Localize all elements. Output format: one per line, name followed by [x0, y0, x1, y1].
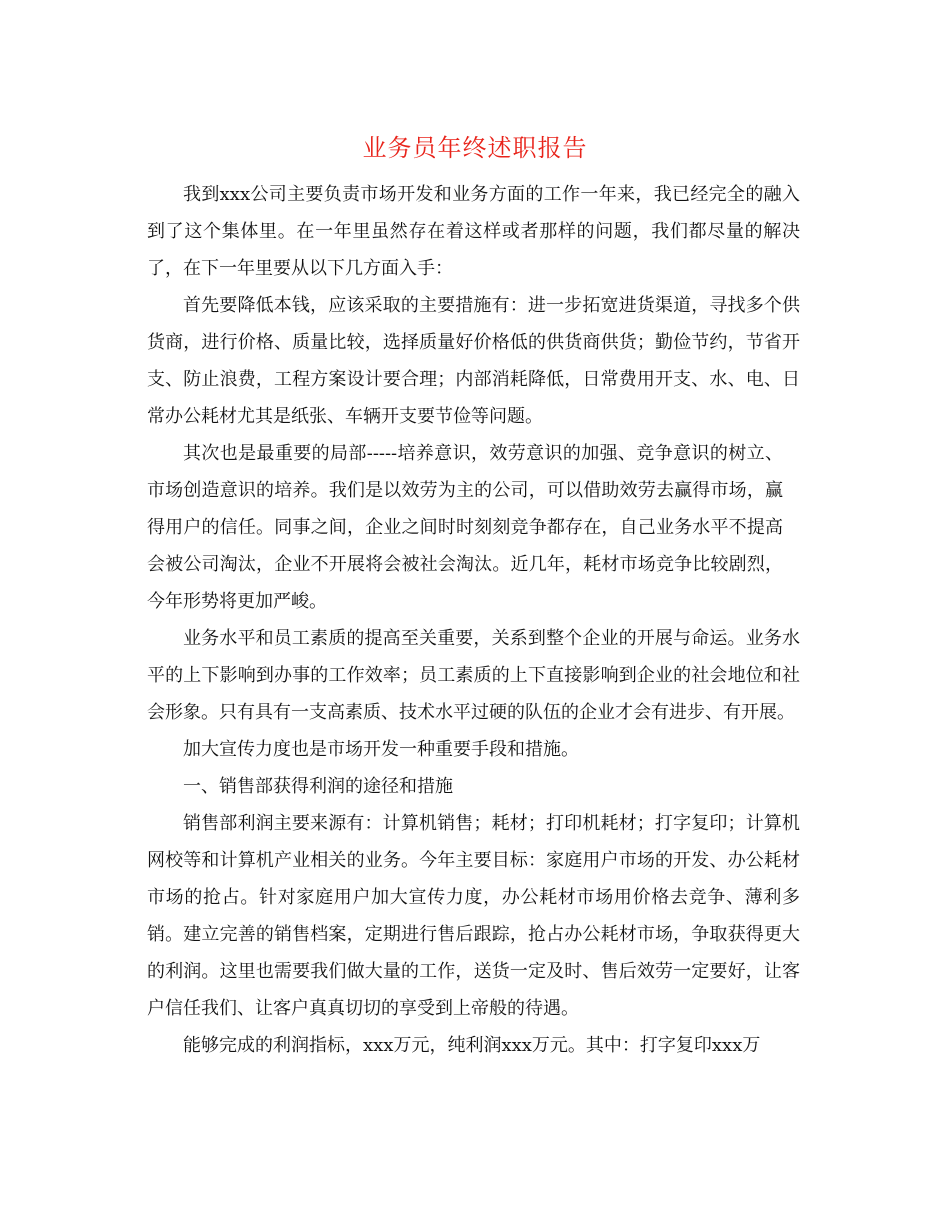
section-heading-profit: 一、销售部获得利润的途径和措施 — [183, 776, 453, 797]
paragraph-awareness: 其次也是最重要的局部-----培养意识，效劳意识的加强、竞争意识的树立、市场创造意识的培养。我们是以效劳为主的公司，可以借助效劳去赢得市场，赢得用户的信任。同事之间，企业之间时时刻刻竞争都存在，自己业务水平不提高会被公司淘汰，企业不开展将会被社会淘汰。近几年，耗材市场竞争比较剧烈，今年形势将更加严峻。 — [147, 443, 783, 612]
paragraph-profit-target: 能够完成的利润指标，xxx万元，纯利润xxx万元。其中：打字复印xxx万 — [183, 1035, 761, 1056]
paragraph-staff-quality: 业务水平和员工素质的提高至关重要，关系到整个企业的开展与命运。业务水平的上下影响到办事的工作效率；员工素质的上下直接影响到企业的社会地位和社会形象。只有具有一支高素质、技术水平过硬的队伍的企业才会有进步、有开展。 — [147, 628, 800, 723]
paragraph-reduce-cost: 首先要降低本钱，应该采取的主要措施有：进一步拓宽进货渠道，寻找多个供货商，进行价格、质量比较，选择质量好价格低的供货商供货；勤俭节约，节省开支、防止浪费，工程方案设计要合理；内部消耗降低，日常费用开支、水、电、日常办公耗材尤其是纸张、车辆开支要节俭等问题。 — [147, 295, 800, 427]
paragraph-promotion: 加大宣传力度也是市场开发一种重要手段和措施。 — [183, 739, 579, 760]
document-body — [147, 176, 800, 1064]
paragraph-intro: 我到xxx公司主要负责市场开发和业务方面的工作一年来，我已经完全的融入到了这个集体里。在一年里虽然存在着这样或者那样的问题，我们都尽量的解决了，在下一年里要从以下几方面入手： — [147, 184, 800, 279]
paragraph-sales-profit: 销售部利润主要来源有：计算机销售；耗材；打印机耗材；打字复印；计算机网校等和计算机产业相关的业务。今年主要目标：家庭用户市场的开发、办公耗材市场的抢占。针对家庭用户加大宣传力度，办公耗材市场用价格去竞争、薄利多销。建立完善的销售档案，定期进行售后跟踪，抢占办公耗材市场，争取获得更大的利润。这里也需要我们做大量的工作，送货一定及时、售后效劳一定要好，让客户信任我们、让客户真真切切的享受到上帝般的待遇。 — [147, 813, 800, 1019]
document-title: 业务员年终述职报告 — [362, 134, 588, 162]
